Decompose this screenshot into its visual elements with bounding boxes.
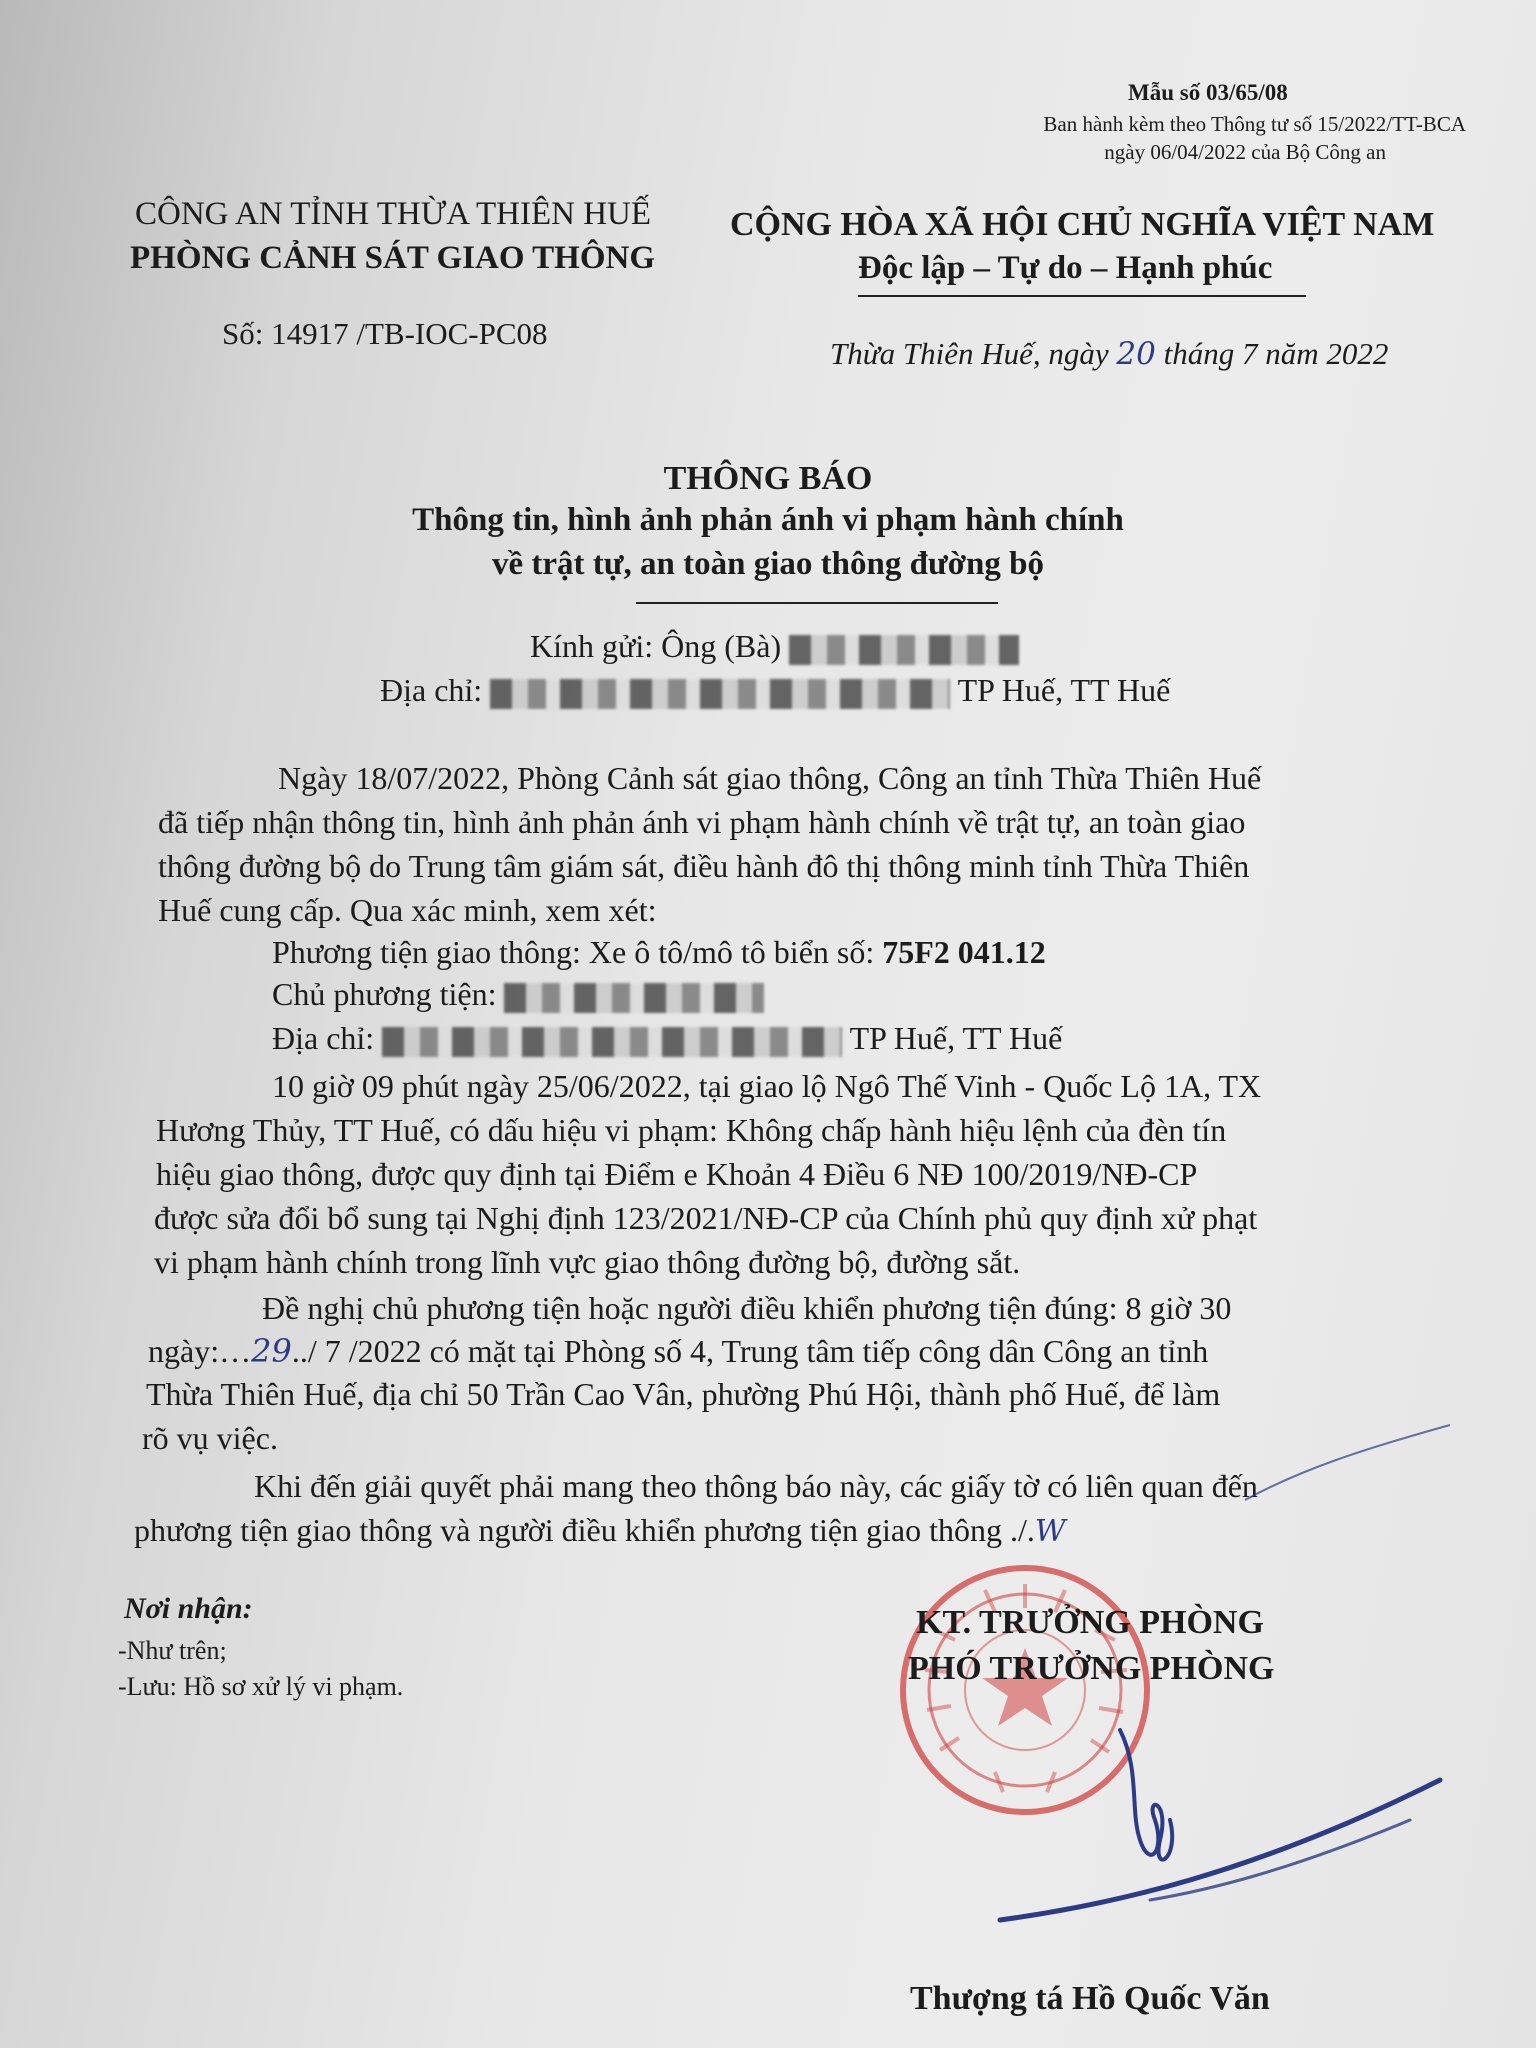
agency-name: CÔNG AN TỈNH THỪA THIÊN HUẾ (135, 196, 652, 232)
issued-with-line2: ngày 06/04/2022 của Bộ Công an (1104, 140, 1386, 164)
department-name: PHÒNG CẢNH SÁT GIAO THÔNG (130, 240, 656, 276)
handwritten-initial: W (1034, 1514, 1066, 1549)
nation-name: CỘNG HÒA XÃ HỘI CHỦ NGHĨA VIỆT NAM (730, 206, 1435, 243)
vehicle-line: Phương tiện giao thông: Xe ô tô/mô tô biển số: 75F2 041.12 (272, 934, 1046, 970)
signer-name: Thượng tá Hồ Quốc Văn (910, 1980, 1270, 2017)
recipients-title: Nơi nhận: (124, 1592, 253, 1625)
title-underline (636, 602, 998, 604)
redacted-name (789, 635, 1019, 665)
signatory-title-1: KT. TRƯỞNG PHÒNG (916, 1604, 1264, 1641)
recipient-greeting: Kính gửi: Ông (Bà) (530, 628, 1019, 665)
owner-address-line: Địa chỉ: TP Huế, TT Huế (272, 1020, 1063, 1056)
document-title: THÔNG BÁO (663, 460, 873, 497)
p1-line1: Ngày 18/07/2022, Phòng Cảnh sát giao thông, Công an tỉnh Thừa Thiên Huế (278, 760, 1262, 796)
recipient-address: Địa chỉ: TP Huế, TT Huế (380, 672, 1171, 708)
p1-line3: thông đường bộ do Trung tâm giám sát, điều hành đô thị thông minh tỉnh Thừa Thiên (158, 848, 1250, 884)
place-date: Thừa Thiên Huế, ngày 20 tháng 7 năm 2022 (830, 336, 1389, 372)
handwritten-signature (990, 1700, 1450, 1930)
p2-line4: được sửa đổi bổ sung tại Nghị định 123/2021/NĐ-CP của Chính phủ quy định xử phạt (154, 1200, 1258, 1236)
p4-line1: Khi đến giải quyết phải mang theo thông báo này, các giấy tờ có liên quan đến (254, 1468, 1258, 1504)
handwritten-day: 20 (1116, 336, 1156, 372)
redacted-owner (504, 983, 764, 1013)
document-number: Số: 14917 /TB-IOC-PC08 (222, 316, 548, 351)
form-number: Mẫu số 03/65/08 (1128, 80, 1288, 105)
recipients-item-2: -Lưu: Hồ sơ xử lý vi phạm. (118, 1672, 404, 1701)
document-subtitle-2: về trật tự, an toàn giao thông đường bộ (491, 546, 1044, 582)
p3-line3: Thừa Thiên Huế, địa chỉ 50 Trần Cao Vân, phường Phú Hội, thành phố Huế, để làm (146, 1376, 1221, 1412)
p4-line2: phương tiện giao thông và người điều khiển phương tiện giao thông ./.W (134, 1512, 1066, 1549)
p2-line5: vi phạm hành chính trong lĩnh vực giao thông đường bộ, đường sắt. (154, 1244, 1021, 1280)
p2-line3: hiệu giao thông, được quy định tại Điểm e Khoản 4 Điều 6 NĐ 100/2019/NĐ-CP (156, 1156, 1198, 1192)
issued-with-line1: Ban hành kèm theo Thông tư số 15/2022/TT-BCA (1043, 112, 1466, 136)
p3-line1: Đề nghị chủ phương tiện hoặc người điều khiển phương tiện đúng: 8 giờ 30 (262, 1290, 1232, 1326)
national-motto: Độc lập – Tự do – Hạnh phúc (858, 250, 1273, 286)
redacted-owner-address (382, 1027, 842, 1057)
p3-line2: ngày:…29../ 7 /2022 có mặt tại Phòng số 4, Trung tâm tiếp công dân Công an tỉnh (148, 1332, 1209, 1370)
p1-line2: đã tiếp nhận thông tin, hình ảnh phản ánh vi phạm hành chính về trật tự, an toàn giao (158, 804, 1246, 840)
p3-line4: rõ vụ việc. (142, 1420, 278, 1456)
owner-line: Chủ phương tiện: (272, 976, 764, 1013)
motto-underline (858, 295, 1306, 297)
handwritten-appointment-day: 29 (251, 1332, 292, 1370)
pen-stroke (1240, 1420, 1460, 1510)
document-subtitle-1: Thông tin, hình ảnh phản ánh vi phạm hành chính (412, 502, 1124, 538)
p2-line2: Hương Thủy, TT Huế, có dấu hiệu vi phạm: Không chấp hành hiệu lệnh của đèn tín (156, 1112, 1227, 1148)
p1-line4: Huế cung cấp. Qua xác minh, xem xét: (158, 892, 657, 928)
redacted-address (490, 679, 950, 709)
signatory-title-2: PHÓ TRƯỞNG PHÒNG (908, 1650, 1275, 1687)
p2-line1: 10 giờ 09 phút ngày 25/06/2022, tại giao lộ Ngô Thế Vinh - Quốc Lộ 1A, TX (272, 1068, 1262, 1104)
plate-number: 75F2 041.12 (882, 934, 1046, 970)
recipients-item-1: -Như trên; (118, 1636, 227, 1665)
